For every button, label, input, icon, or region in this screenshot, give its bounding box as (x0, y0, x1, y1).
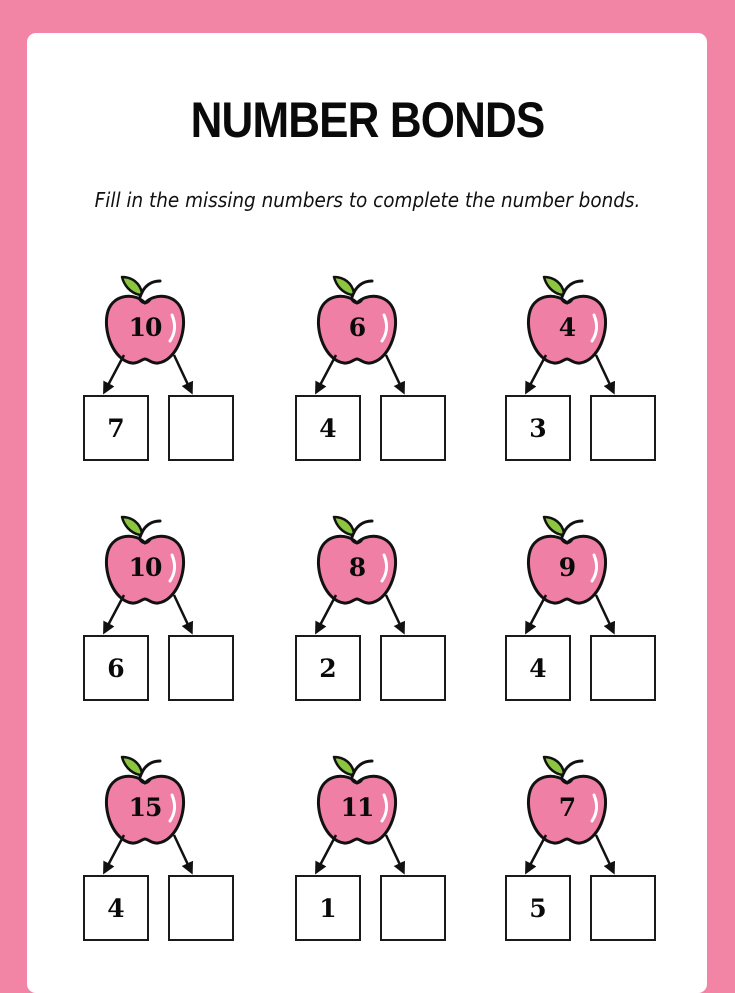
whole-number: 7 (558, 793, 576, 822)
whole-number: 9 (558, 553, 576, 582)
number-bond (70, 275, 230, 475)
part-given-box: 4 (83, 875, 149, 941)
number-bond (282, 275, 442, 475)
whole-number: 6 (348, 313, 366, 342)
page-title: NUMBER BONDS (190, 92, 545, 148)
number-bond (492, 755, 652, 955)
whole-number: 10 (128, 553, 162, 582)
number-bond (70, 755, 230, 955)
number-bond (492, 515, 652, 715)
number-bond (282, 515, 442, 715)
part-given-box: 4 (295, 395, 361, 461)
part-missing-input[interactable] (168, 635, 234, 701)
number-bond (492, 275, 652, 475)
part-given-box: 4 (505, 635, 571, 701)
whole-number: 11 (340, 793, 374, 822)
whole-number: 10 (128, 313, 162, 342)
part-missing-input[interactable] (590, 395, 656, 461)
part-given-box: 1 (295, 875, 361, 941)
part-missing-input[interactable] (168, 875, 234, 941)
part-given-box: 6 (83, 635, 149, 701)
part-missing-input[interactable] (380, 875, 446, 941)
part-given-box: 3 (505, 395, 571, 461)
whole-number: 15 (128, 793, 162, 822)
part-missing-input[interactable] (380, 395, 446, 461)
number-bond (70, 515, 230, 715)
whole-number: 4 (558, 313, 576, 342)
part-missing-input[interactable] (380, 635, 446, 701)
part-given-box: 2 (295, 635, 361, 701)
number-bond (282, 755, 442, 955)
part-missing-input[interactable] (590, 635, 656, 701)
part-given-box: 5 (505, 875, 571, 941)
part-given-box: 7 (83, 395, 149, 461)
part-missing-input[interactable] (590, 875, 656, 941)
part-missing-input[interactable] (168, 395, 234, 461)
instructions: Fill in the missing numbers to complete the number bonds. (94, 188, 641, 212)
whole-number: 8 (348, 553, 366, 582)
